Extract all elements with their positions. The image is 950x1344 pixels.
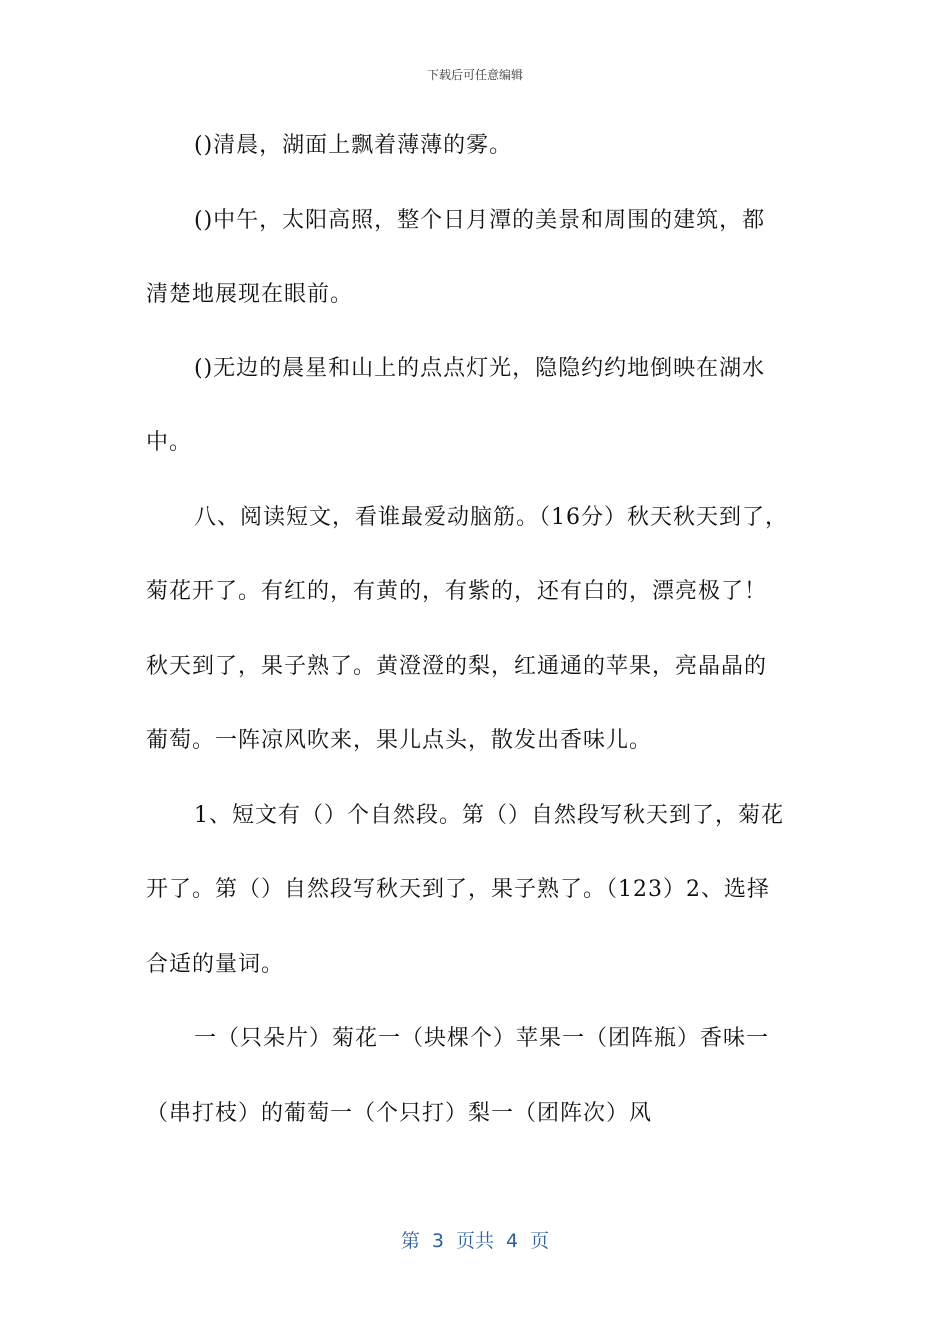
footer-ye: 页 [530,1230,550,1252]
text-line: 菊花开了。有红的，有黄的，有紫的，还有白的，漂亮极了！ [146,579,768,604]
page-header-note: 下载后可任意编辑 [426,68,523,82]
text-line: 合适的量词。 [146,952,285,977]
text-line: ()无边的晨星和山上的点点灯光，隐隐约约地倒映在湖水 [194,356,766,381]
text-line: 1、短文有（）个自然段。第（）自然段写秋天到了，菊花 [194,803,784,828]
text-line: 葡萄。一阵凉风吹来，果儿点头，散发出香味儿。 [146,728,653,753]
text-line: ()中午，太阳高照，整个日月潭的美景和周围的建筑，都 [194,208,766,233]
text-line: 八、阅读短文，看谁最爱动脑筋。（16分）秋天秋天到了， [194,505,788,530]
footer-ye-gong: 页共 [455,1230,494,1252]
text-line: （串打枝）的葡萄一（个只打）梨一（团阵次）风 [146,1101,653,1126]
text-line: 开了。第（）自然段写秋天到了，果子熟了。（123）2、选择 [146,877,770,902]
footer-page-current: 3 [431,1230,444,1252]
text-line: 中。 [146,430,193,455]
footer-di: 第 [400,1230,420,1252]
text-line: 清楚地展现在眼前。 [146,282,354,307]
text-line: 一（只朵片）菊花一（块棵个）苹果一（团阵瓶）香味一 [194,1026,770,1051]
footer-page-total: 4 [506,1230,519,1252]
page-footer [0,1226,950,1253]
text-line: 秋天到了，果子熟了。黄澄澄的梨，红通通的苹果，亮晶晶的 [146,654,768,679]
text-line: ()清晨，湖面上飘着薄薄的雾。 [194,133,513,158]
